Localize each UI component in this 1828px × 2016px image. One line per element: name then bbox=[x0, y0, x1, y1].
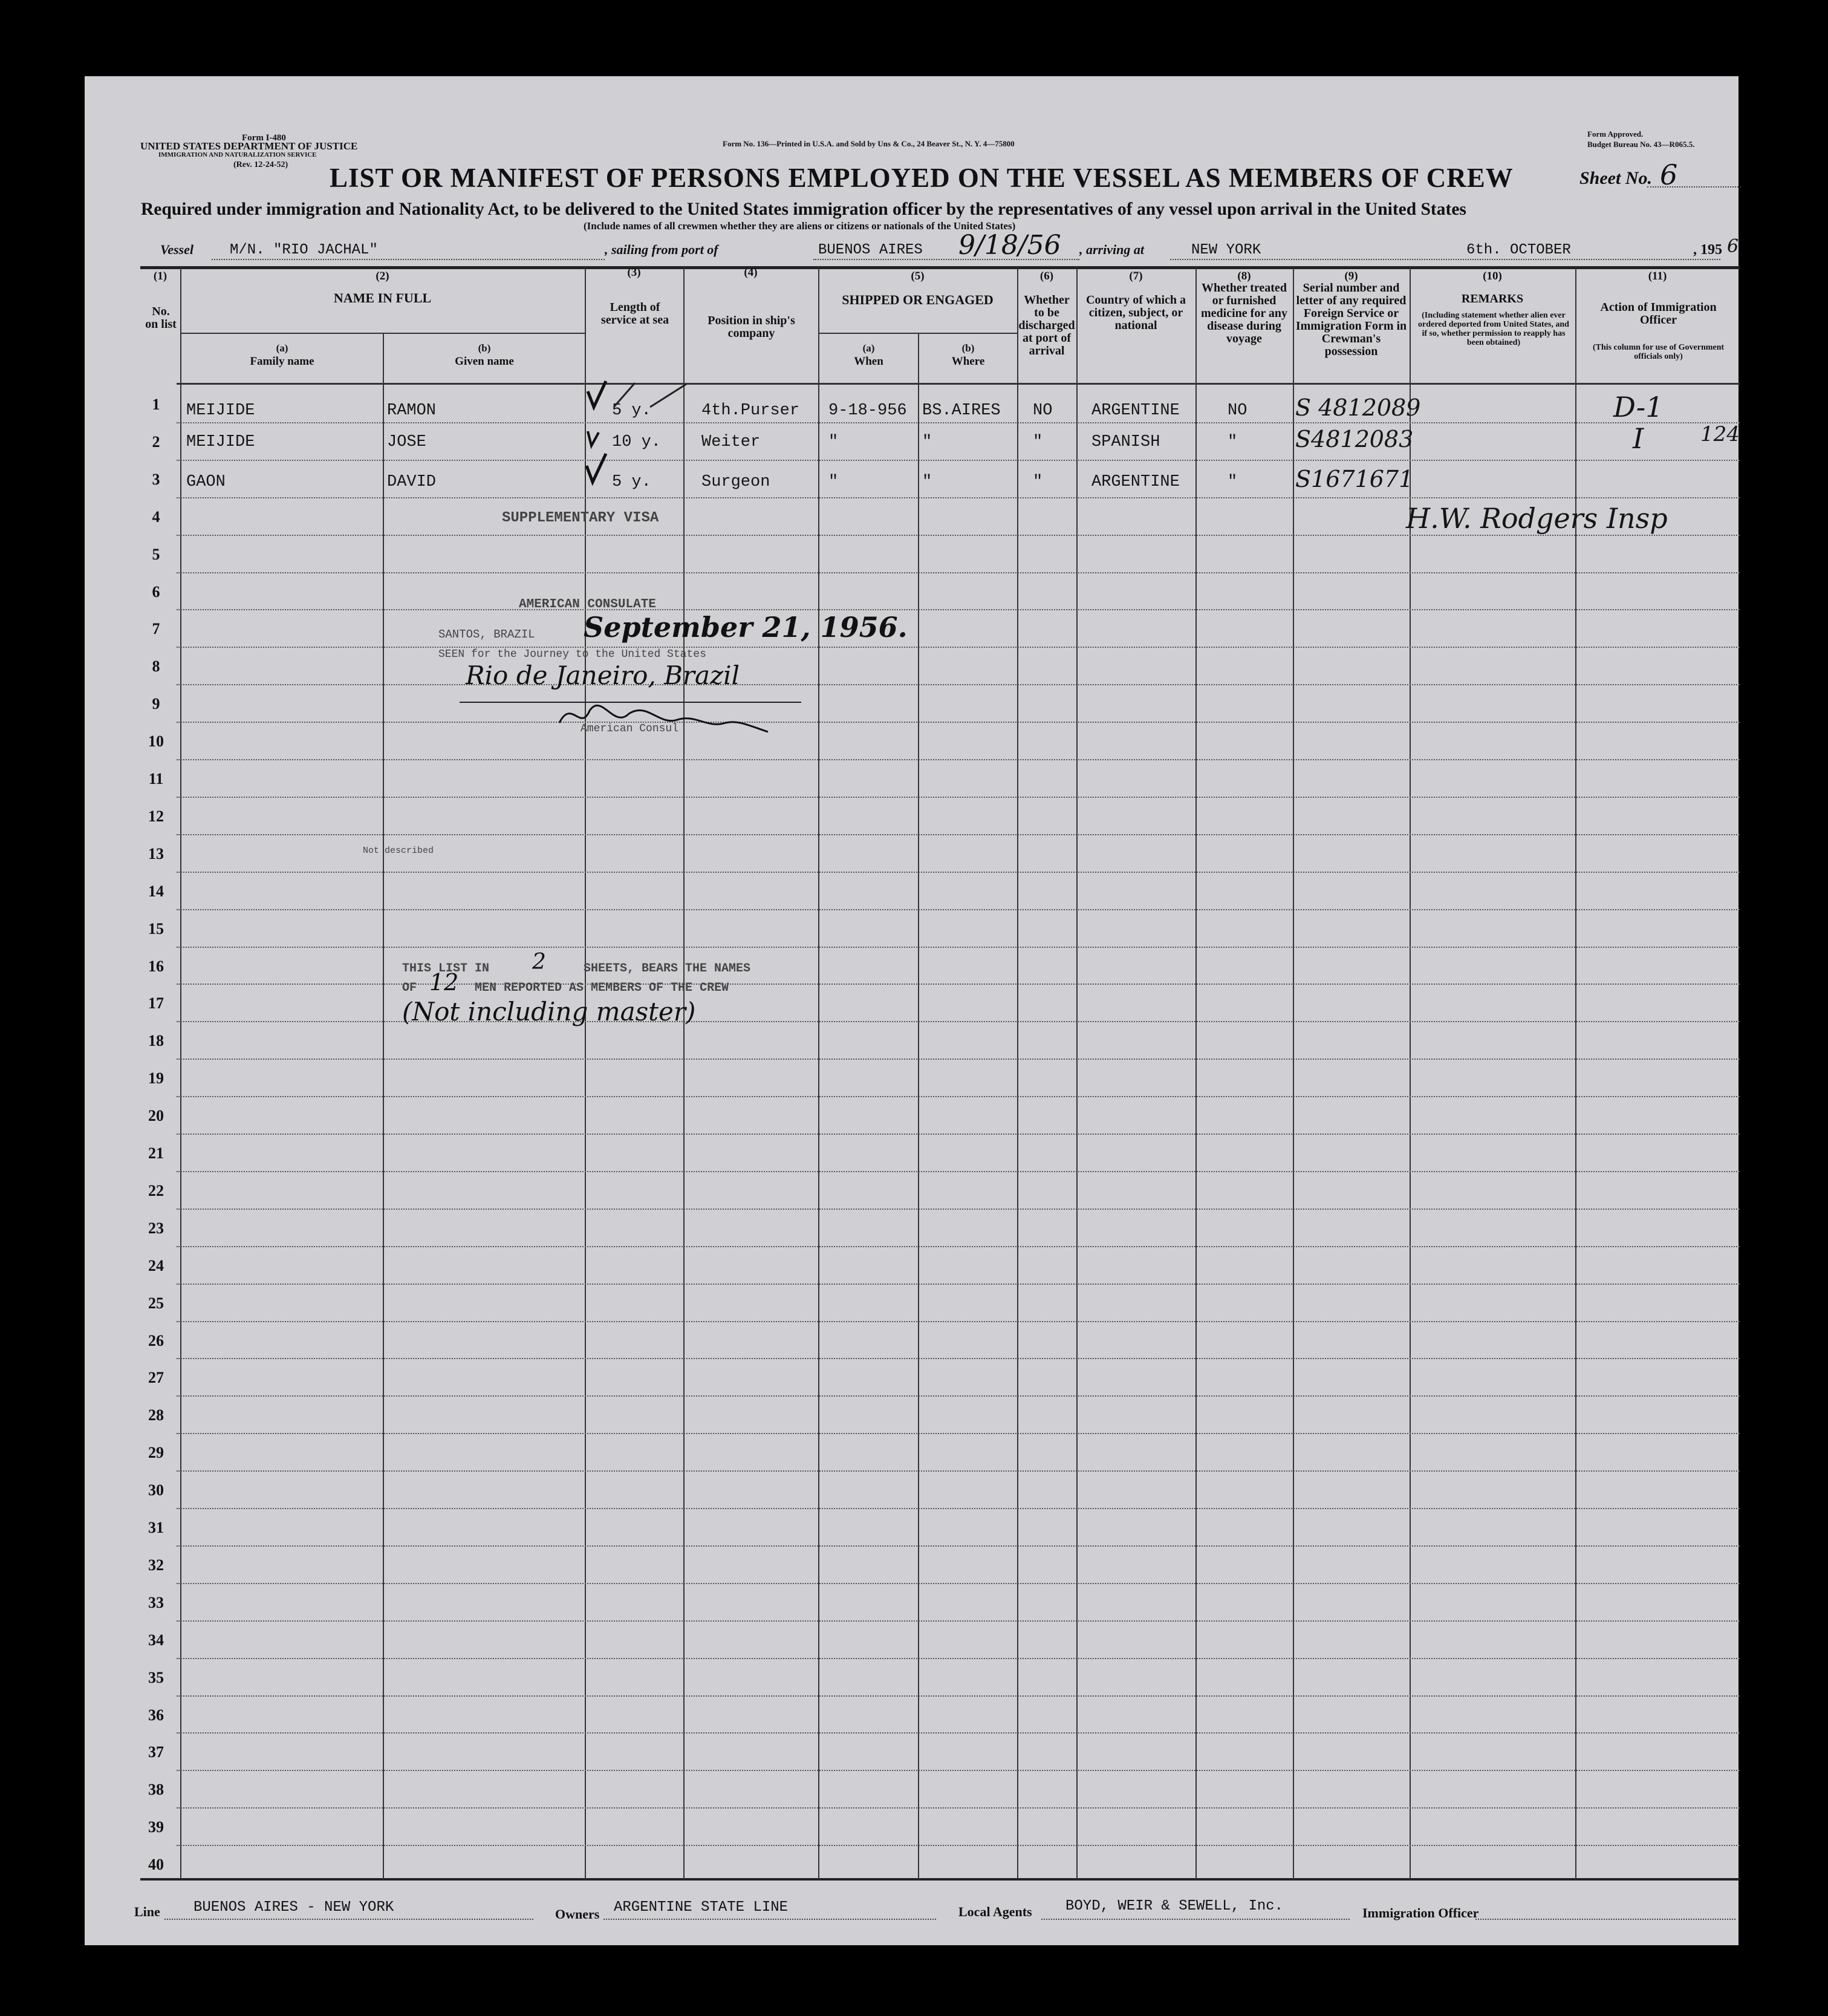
col-5b-number: (b) bbox=[961, 342, 975, 354]
row-line bbox=[177, 1470, 1740, 1472]
column-divider bbox=[1076, 267, 1078, 1879]
row-number: 27 bbox=[148, 1369, 164, 1387]
column-divider bbox=[180, 267, 181, 1879]
row-line bbox=[177, 1807, 1740, 1809]
serial-number-cell: S1671671 bbox=[1295, 466, 1414, 492]
given-name-cell: DAVID bbox=[387, 473, 437, 491]
row-line bbox=[177, 1433, 1740, 1434]
year-prefix: , 195 bbox=[1693, 242, 1722, 258]
row-number: 24 bbox=[148, 1256, 164, 1274]
row-line bbox=[177, 1695, 1740, 1697]
col-10-number: (10) bbox=[1483, 270, 1502, 282]
row-number: 10 bbox=[148, 732, 164, 751]
list-count-stamp-1: THIS LIST IN bbox=[402, 962, 490, 976]
row-line bbox=[177, 647, 1740, 648]
column-divider bbox=[918, 333, 919, 1879]
list-count-stamp-3: OF bbox=[402, 981, 417, 995]
table-top-rule bbox=[140, 266, 1740, 269]
col-5-label: SHIPPED OR ENGAGED bbox=[842, 292, 994, 307]
row-line bbox=[177, 609, 1740, 610]
family-name-cell: GAON bbox=[186, 473, 226, 491]
arriving-label: , arriving at bbox=[1079, 242, 1144, 257]
col-2b-number: (b) bbox=[478, 342, 491, 354]
table-bottom-rule bbox=[140, 1878, 1740, 1881]
row-number: 2 bbox=[152, 432, 160, 451]
consulate-place: SANTOS, BRAZIL bbox=[438, 628, 535, 641]
row-line bbox=[177, 1171, 1740, 1172]
arrival-port: NEW YORK bbox=[1191, 242, 1261, 258]
line-underline bbox=[164, 1919, 533, 1920]
row-line bbox=[177, 1284, 1740, 1285]
service-length-cell: 5 y. bbox=[612, 473, 651, 491]
discharged-cell: NO bbox=[1033, 402, 1053, 420]
position-cell: 4th.Purser bbox=[701, 402, 800, 420]
service-length-cell: 5 y. bbox=[612, 402, 651, 420]
row-number: 1 bbox=[152, 396, 160, 413]
row-line bbox=[177, 1059, 1740, 1060]
col-5a-number: (a) bbox=[862, 342, 875, 354]
shipped-where-cell: " bbox=[922, 473, 932, 491]
not-including-master: (Not including master) bbox=[402, 997, 696, 1026]
column-divider bbox=[383, 333, 384, 1879]
discharged-cell: " bbox=[1033, 473, 1043, 491]
row-number: 33 bbox=[148, 1593, 164, 1611]
vessel-name: M/N. "RIO JACHAL" bbox=[230, 242, 378, 258]
officer-label: Immigration Officer bbox=[1362, 1905, 1479, 1920]
manifest-subtitle: Required under immigration and Nationality Act, to be delivered to the United States immigration officer by the representatives of any vessel upon arrival in the United States bbox=[141, 200, 1466, 219]
shipped-when-cell: 9-18-956 bbox=[828, 402, 907, 420]
col-8-label: Whether treated or furnished medicine for any disease during voyage bbox=[1201, 281, 1287, 345]
line-value: BUENOS AIRES - NEW YORK bbox=[194, 1899, 394, 1916]
family-name-cell: MEIJIDE bbox=[186, 433, 255, 451]
row-line bbox=[177, 1545, 1740, 1547]
row-line bbox=[177, 759, 1740, 760]
row-line bbox=[177, 422, 1740, 423]
column-divider bbox=[818, 267, 819, 1879]
row-number: 36 bbox=[148, 1706, 164, 1724]
column-divider bbox=[1017, 267, 1018, 1879]
agents-underline bbox=[1041, 1919, 1350, 1920]
line-label: Line bbox=[134, 1904, 160, 1919]
row-number: 3 bbox=[152, 470, 160, 488]
col-4-number: (4) bbox=[744, 266, 758, 279]
consul-title-stamp: American Consul bbox=[581, 723, 679, 735]
not-described-stamp: Not described bbox=[363, 846, 434, 856]
row-line bbox=[177, 1658, 1740, 1659]
row-number: 9 bbox=[152, 695, 160, 713]
list-sheets-handwritten: 2 bbox=[532, 950, 546, 974]
col-10-label: REMARKS bbox=[1461, 292, 1524, 305]
row-line bbox=[177, 1096, 1740, 1097]
row-line bbox=[177, 872, 1740, 873]
row-number: 32 bbox=[148, 1556, 164, 1574]
departure-date-handwritten: 9/18/56 bbox=[958, 230, 1061, 261]
discharged-cell: " bbox=[1033, 433, 1043, 451]
owners-underline bbox=[603, 1919, 936, 1920]
position-cell: Weiter bbox=[701, 433, 761, 451]
row-line bbox=[177, 572, 1740, 573]
row-number: 31 bbox=[148, 1519, 164, 1536]
col-2a-number: (a) bbox=[276, 342, 288, 354]
column-divider bbox=[585, 267, 586, 1879]
row-number: 39 bbox=[148, 1818, 164, 1836]
manifest-title: LIST OR MANIFEST OF PERSONS EMPLOYED ON THE VESSEL AS MEMBERS OF CREW bbox=[330, 163, 1514, 193]
row-line bbox=[177, 684, 1740, 685]
row-number: 19 bbox=[148, 1069, 164, 1088]
row-line bbox=[177, 1321, 1740, 1322]
checkmark-marks bbox=[581, 378, 714, 499]
agents-value: BOYD, WEIR & SEWELL, Inc. bbox=[1065, 1898, 1284, 1914]
officer-action-cell: D-1 bbox=[1613, 391, 1664, 423]
col-5b-label: Where bbox=[951, 355, 985, 368]
row-number: 21 bbox=[148, 1144, 164, 1162]
col-5a-label: When bbox=[854, 355, 883, 368]
column-divider bbox=[1293, 267, 1294, 1879]
row-number: 30 bbox=[148, 1481, 164, 1499]
row-number: 5 bbox=[152, 545, 160, 563]
col-8-number: (8) bbox=[1237, 270, 1251, 282]
seen-journey-stamp: SEEN for the Journey to the United States bbox=[438, 648, 706, 661]
list-men-handwritten: 12 bbox=[429, 969, 459, 996]
row-number: 23 bbox=[148, 1219, 164, 1237]
col-2-number: (2) bbox=[376, 270, 389, 282]
col-5-number: (5) bbox=[911, 270, 925, 282]
col-3-label: Length of service at sea bbox=[600, 301, 669, 327]
arrival-line bbox=[1170, 259, 1720, 260]
col-7-number: (7) bbox=[1129, 270, 1143, 282]
shipped-where-cell: BS.AIRES bbox=[922, 402, 1001, 420]
medicine-cell: " bbox=[1228, 473, 1238, 491]
row-number: 26 bbox=[148, 1331, 164, 1349]
sheet-number: 6 bbox=[1660, 158, 1678, 191]
supplementary-visa-stamp: SUPPLEMENTARY VISA bbox=[502, 510, 659, 526]
row-line bbox=[177, 1508, 1740, 1509]
vessel-label: Vessel bbox=[160, 242, 194, 257]
col-1-number: (1) bbox=[153, 270, 168, 282]
col-9-number: (9) bbox=[1344, 270, 1358, 282]
row-number: 37 bbox=[148, 1743, 164, 1761]
manifest-subtitle-note: (Include names of all crewmen whether they are aliens or citizens or nationals of the United States) bbox=[584, 220, 1016, 232]
serial-number-cell: S 4812089 bbox=[1295, 394, 1421, 421]
service-length-cell: 10 y. bbox=[612, 433, 662, 451]
column-divider bbox=[1195, 267, 1197, 1879]
agents-label: Local Agents bbox=[958, 1904, 1032, 1919]
row-number: 18 bbox=[148, 1032, 164, 1050]
col-10-note: (Including statement whether alien ever ordered deported from United States, and if so, whether permission to reapply has been obtained) bbox=[1418, 311, 1569, 347]
consul-place-handwritten: Rio de Janeiro, Brazil bbox=[466, 661, 740, 690]
col-4-label: Position in ship's company bbox=[707, 314, 795, 340]
row-number: 20 bbox=[148, 1107, 164, 1125]
header-separator bbox=[177, 383, 1740, 385]
officer-note-cell: 124 bbox=[1700, 422, 1740, 446]
budget-number: Budget Bureau No. 43—R065.5. bbox=[1587, 140, 1695, 149]
form-approval: Form Approved. bbox=[1587, 129, 1644, 139]
shipped-when-cell: " bbox=[828, 433, 839, 451]
row-line bbox=[177, 497, 1740, 498]
inspector-signature: H.W. Rodgers Insp bbox=[1406, 502, 1668, 535]
form-revision: (Rev. 12-24-52) bbox=[233, 160, 288, 169]
row-number: 29 bbox=[148, 1444, 164, 1462]
printer-note: Form No. 136—Printed in U.S.A. and Sold by Uns & Co., 24 Beaver St., N. Y. 4—75800 bbox=[723, 139, 1015, 148]
column-divider bbox=[683, 267, 685, 1879]
row-number: 4 bbox=[152, 507, 160, 526]
serial-number-cell: S4812083 bbox=[1295, 426, 1414, 452]
family-name-cell: MEIJIDE bbox=[186, 402, 255, 420]
col-6-number: (6) bbox=[1039, 270, 1054, 282]
row-number: 17 bbox=[148, 994, 164, 1013]
row-line bbox=[177, 1209, 1740, 1210]
row-line bbox=[177, 947, 1740, 948]
col-2b-label: Given name bbox=[455, 355, 514, 368]
col-11-note: (This column for use of Government officials only) bbox=[1592, 343, 1725, 361]
row-line bbox=[177, 460, 1740, 461]
country-cell: ARGENTINE bbox=[1091, 473, 1180, 491]
list-count-stamp-4: MEN REPORTED AS MEMBERS OF THE CREW bbox=[475, 981, 729, 995]
col-7-label: Country of which a citizen, subject, or national bbox=[1085, 293, 1186, 332]
sailing-label: , sailing from port of bbox=[605, 242, 718, 257]
shipped-where-cell: " bbox=[922, 433, 932, 451]
row-number: 15 bbox=[148, 919, 164, 938]
row-line bbox=[177, 909, 1740, 910]
col-9-label: Serial number and letter of any required Foreign Service or Immigration Form in Crewman's possession bbox=[1295, 281, 1407, 358]
row-line bbox=[177, 1845, 1740, 1846]
row-line bbox=[177, 1134, 1740, 1135]
col-6-label: Whether to be discharged at port of arrival bbox=[1018, 293, 1075, 357]
col-1-label: No. on list bbox=[145, 305, 177, 331]
col-11-number: (11) bbox=[1648, 270, 1667, 282]
service-name: IMMIGRATION AND NATURALIZATION SERVICE bbox=[158, 151, 317, 158]
row-number: 35 bbox=[148, 1668, 164, 1686]
row-line bbox=[177, 1732, 1740, 1734]
owners-value: ARGENTINE STATE LINE bbox=[614, 1899, 789, 1916]
row-number: 34 bbox=[148, 1631, 164, 1649]
row-line bbox=[177, 1395, 1740, 1397]
col-2-label: NAME IN FULL bbox=[333, 290, 432, 305]
row-number: 25 bbox=[148, 1294, 164, 1312]
vessel-name-line bbox=[212, 259, 605, 260]
col-11-label: Action of Immigration Officer bbox=[1600, 301, 1717, 327]
given-name-cell: RAMON bbox=[387, 402, 437, 420]
row-number: 40 bbox=[148, 1856, 164, 1874]
row-number: 38 bbox=[148, 1781, 164, 1799]
year-digit: 6 bbox=[1727, 236, 1739, 257]
col-2a-label: Family name bbox=[250, 355, 314, 368]
row-line bbox=[177, 722, 1740, 723]
row-line bbox=[177, 1358, 1740, 1359]
row-line bbox=[177, 834, 1740, 835]
consul-date-handwritten: September 21, 1956. bbox=[584, 611, 908, 644]
position-cell: Surgeon bbox=[701, 473, 770, 491]
consulate-stamp: AMERICAN CONSULATE bbox=[519, 598, 656, 612]
row-number: 7 bbox=[152, 620, 160, 638]
row-number: 16 bbox=[148, 957, 164, 975]
row-number: 13 bbox=[148, 844, 164, 863]
row-line bbox=[177, 1583, 1740, 1584]
shipped-when-cell: " bbox=[828, 473, 839, 491]
form-id: Form I-480 bbox=[242, 133, 286, 143]
owners-label: Owners bbox=[555, 1907, 600, 1922]
row-line bbox=[177, 1770, 1740, 1771]
country-cell: SPANISH bbox=[1091, 433, 1160, 451]
officer-action-cell: I bbox=[1633, 422, 1644, 455]
row-number: 22 bbox=[148, 1181, 164, 1199]
row-number: 6 bbox=[152, 582, 160, 601]
medicine-cell: NO bbox=[1228, 402, 1247, 420]
departure-port: BUENOS AIRES bbox=[818, 242, 923, 258]
row-number: 14 bbox=[148, 882, 164, 900]
row-line bbox=[177, 797, 1740, 798]
row-line bbox=[177, 1246, 1740, 1247]
row-number: 11 bbox=[148, 770, 164, 788]
arrival-date: 6th. OCTOBER bbox=[1466, 242, 1571, 258]
row-number: 8 bbox=[152, 657, 160, 676]
country-cell: ARGENTINE bbox=[1091, 402, 1180, 420]
list-count-stamp-2: SHEETS, BEARS THE NAMES bbox=[584, 962, 751, 976]
row-number: 28 bbox=[148, 1406, 164, 1424]
col-3-number: (3) bbox=[627, 266, 641, 279]
given-name-cell: JOSE bbox=[387, 433, 426, 451]
officer-underline bbox=[1475, 1919, 1735, 1920]
row-line bbox=[177, 1620, 1740, 1622]
row-number: 12 bbox=[148, 807, 164, 825]
sheet-label: Sheet No. bbox=[1579, 168, 1652, 188]
agency-name: UNITED STATES DEPARTMENT OF JUSTICE bbox=[140, 140, 358, 152]
medicine-cell: " bbox=[1228, 433, 1238, 451]
